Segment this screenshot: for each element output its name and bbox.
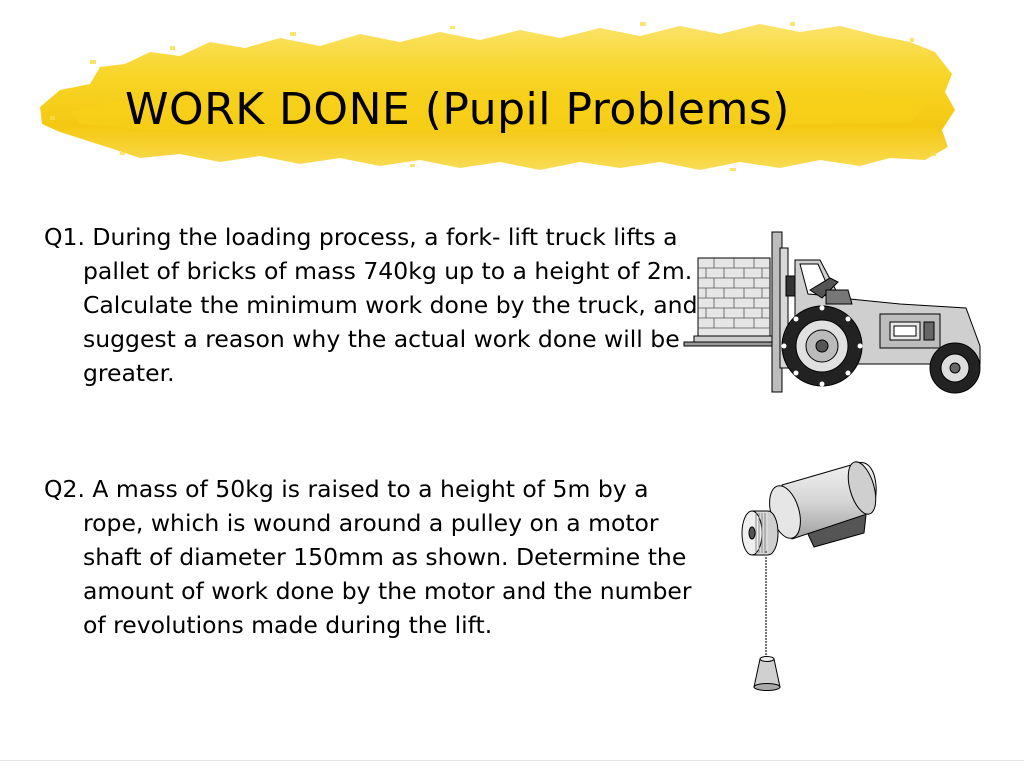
question-1-text: Q1. During the loading process, a fork- lift truck lifts a pallet of bricks of mass 740kg up to a height of 2m. Calculate the minimum work done by the truck, and suggest a reason why the actual work done will be greater. (44, 223, 698, 387)
brick-pallet (684, 258, 784, 346)
front-wheel (782, 306, 863, 387)
footer-divider (0, 760, 1024, 761)
motor-pulley-weight-icon (740, 455, 890, 695)
forklift-truck-icon (680, 228, 990, 398)
title-banner (30, 12, 960, 182)
rear-wheel (930, 343, 980, 393)
question-2-text: Q2. A mass of 50kg is raised to a height of 5m by a rope, which is wound around a pulley on a motor shaft of diameter 150mm as shown. Determine the amount of work done by the motor and the number of revolutions made during the lift. (44, 475, 692, 639)
pulley (742, 511, 778, 555)
weight (754, 657, 780, 691)
slide-title: WORK DONE (Pupil Problems) (125, 84, 790, 135)
